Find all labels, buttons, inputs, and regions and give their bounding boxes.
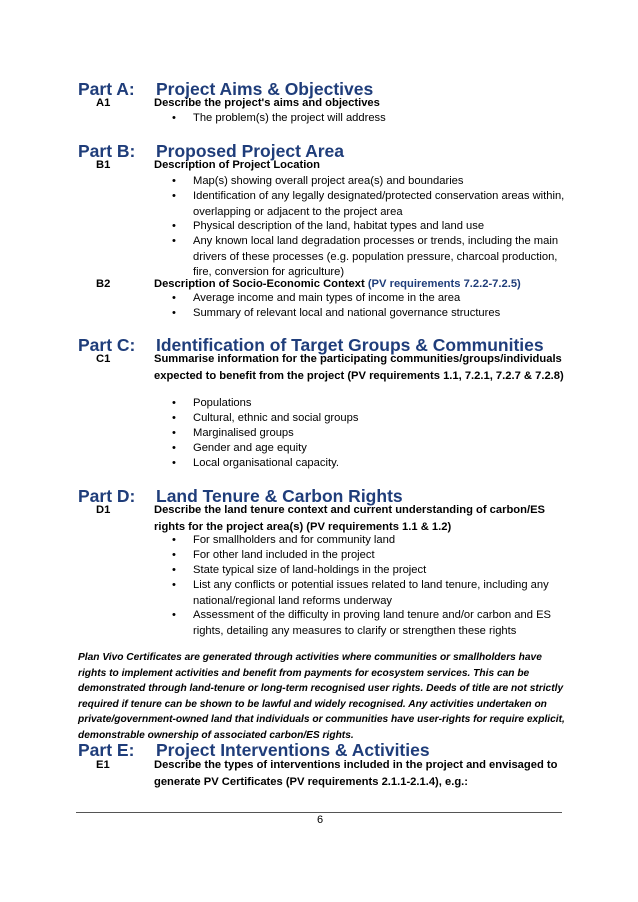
part-title: Land Tenure & Carbon Rights (156, 486, 403, 506)
section-code: B1 (96, 159, 111, 171)
bullet-icon: • (172, 307, 176, 319)
section-code: E1 (96, 759, 110, 771)
page-number: 6 (316, 814, 324, 826)
footer-rule (76, 812, 562, 813)
bullet-icon: • (172, 175, 176, 187)
bullet-icon: • (172, 609, 176, 621)
part-label: Part A: (78, 79, 135, 99)
part-label: Part C: (78, 335, 136, 355)
bullet-icon: • (172, 442, 176, 454)
section-description: Describe the land tenure context and current understanding of carbon/ES rights for the project area(s) (PV requirements 1.1 & 1.2) (154, 504, 546, 533)
bullet-icon: • (172, 112, 176, 124)
bullet-icon: • (172, 579, 176, 591)
part-title: Proposed Project Area (156, 141, 345, 161)
part-label: Part D: (78, 486, 136, 506)
bullet-icon: • (172, 397, 176, 409)
part-title: Identification of Target Groups & Communities (156, 335, 544, 355)
section-description: Description of Project Location (154, 159, 320, 171)
part-label: Part B: (78, 141, 136, 161)
tenure-note: Plan Vivo Certificates are generated through activities where communities or smallholders have rights to implement activities and benefit from payments for ecosystem services. This can be demonstrated through land-tenure or long-term recognised user rights. Deeds of title are not strictly required if tenure can be shown to be lawful and widely recognised. Any activities undertaken on private/government-owned land that individuals or communities have user-rights for require explicit, demonstrable ownership of associated carbon/ES rights. (78, 652, 565, 741)
bullet-icon: • (172, 534, 176, 546)
section-description: Description of Socio-Economic Context (PV requirements 7.2.2-7.2.5) (154, 278, 521, 290)
bullet-icon: • (172, 190, 176, 202)
bullet-icon: • (172, 457, 176, 469)
part-label: Part E: (78, 740, 135, 760)
bullet-icon: • (172, 235, 176, 247)
section-description: Summarise information for the participating communities/groups/individuals expected to benefit from the project (PV requirements 1.1, 7.2.1, 7.2.7 & 7.2.8) (154, 353, 564, 382)
section-description: Describe the types of interventions included in the project and envisaged to generate PV Certificates (PV requirements 2.1.1-2.1.4), e.g.: (154, 759, 558, 788)
part-title: Project Aims & Objectives (156, 79, 374, 99)
bullet-icon: • (172, 292, 176, 304)
bullet-icon: • (172, 412, 176, 424)
section-code: B2 (96, 278, 111, 290)
section-code: D1 (96, 504, 111, 516)
section-code: A1 (96, 97, 111, 109)
bullet-icon: • (172, 220, 176, 232)
bullet-icon: • (172, 549, 176, 561)
section-code: C1 (96, 353, 111, 365)
bullet-icon: • (172, 427, 176, 439)
document-page: Part A: Project Aims & Objectives A1 Describe the project's aims and objectives • The problem(s) the project will address Part B: Proposed Project Area B1 Description of Project Location • Map(s) showing overall project area(s) and boundaries • Identification of any legally designated/protected conservation areas within, overlapping or adjacent to the project area • Physical description of the land, habitat types and land use • Any known local land degradation processes or trends, including the main drivers of these processes (e.g. population pressure, charcoal production, fire, conversion for agriculture) B2 Description of Socio-Economic Context (PV requirements 7.2.2-7.2.5) • Average income and main types of income in the area • Summary of relevant local and national governance structures Part C: Identification of Target Groups & Communities C1 Summarise information for the participating communities/groups/individuals expected to benefit from the project (PV requirements 1.1, 7.2.1, 7.2.7 & 7.2.8) • Populations • Cultural, ethnic and social groups • Marginalised groups • Gender and age equity • Local organisational capacity. Part D: Land Tenure & Carbon Rights D1 Describe the land tenure context and current understanding of carbon/ES rights for the project area(s) (PV requirements 1.1 & 1.2) • For smallholders and for community land • For other land included in the project • State typical size of land-holdings in the project • List any conflicts or potential issues related to land tenure, including any national/regional land reforms underway • Assessment of the difficulty in proving land tenure and/or carbon and ES rights, detailing any measures to clarify or strengthen these rights Plan Vivo Certificates are generated through activities where communities or smallholders have rights to implement activities and benefit from payments for ecosystem services. This can be demonstrated through land-tenure or long-term recognised user rights. Deeds of title are not strictly required if tenure can be shown to be lawful and widely recognised. Any activities undertaken on private/government-owned land that individuals or communities have user-rights for require explicit, demonstrable ownership of associated carbon/ES rights. Part E: Project Interventions & Activities E1 Describe the types of interventions included in the project and envisaged to generate PV Certificates (PV requirements 2.1.1-2.1.4), e.g.: 6 (0, 0, 638, 902)
section-description: Describe the project's aims and objectives (154, 97, 380, 109)
bullet-icon: • (172, 564, 176, 576)
part-title: Project Interventions & Activities (156, 740, 430, 760)
